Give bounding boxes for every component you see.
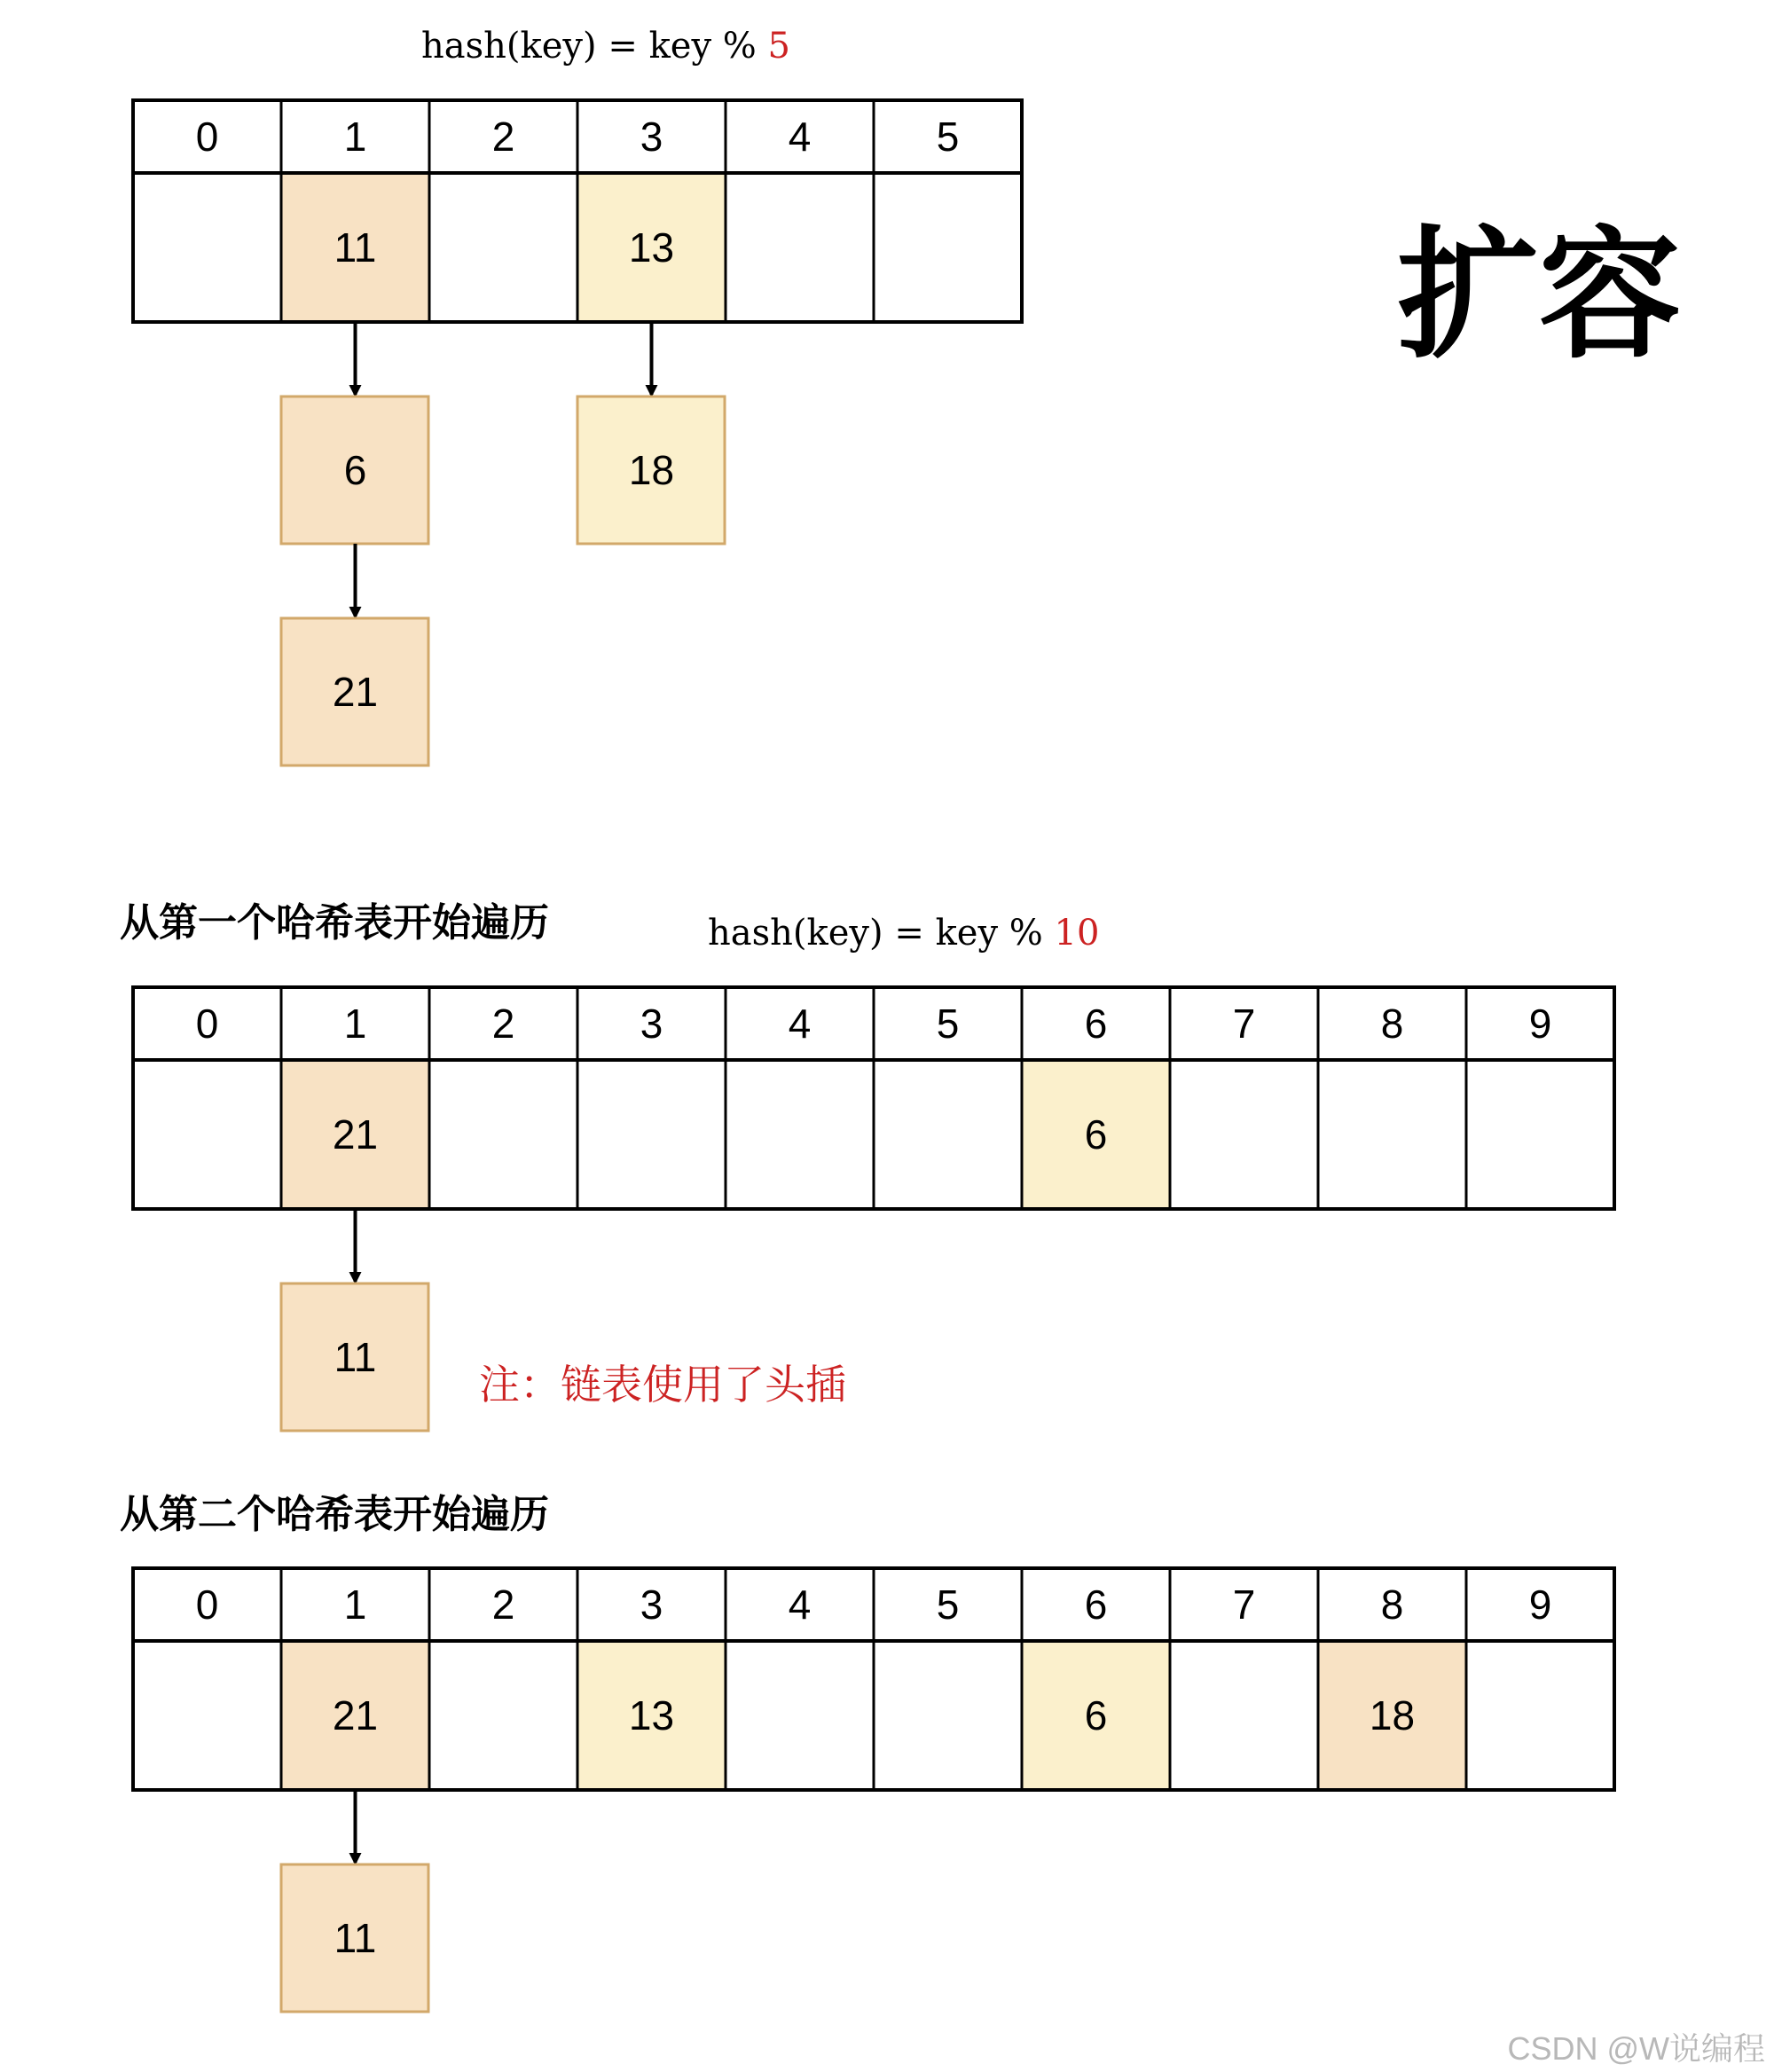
index-label: 8 — [1380, 1001, 1404, 1047]
index-label: 3 — [640, 1001, 663, 1047]
index-label: 0 — [195, 1581, 219, 1628]
index-label: 0 — [195, 114, 219, 160]
formula-1-text: hash(key) = key % — [421, 26, 757, 67]
caption-3: 从第二个哈希表开始遍历 — [120, 1492, 549, 1537]
index-label: 6 — [1084, 1581, 1108, 1628]
formula-1-mod: 5 — [767, 26, 790, 67]
resize-title: 扩容 — [1396, 211, 1682, 378]
index-label: 5 — [936, 1581, 960, 1628]
index-label: 2 — [491, 1001, 515, 1047]
watermark: CSDN @W说编程 — [1507, 2030, 1765, 2067]
bucket-value: 11 — [334, 224, 377, 271]
index-label: 2 — [491, 114, 515, 160]
bucket-value: 13 — [628, 1692, 675, 1738]
index-label: 4 — [788, 1581, 812, 1628]
index-label: 0 — [195, 1001, 219, 1047]
bucket-value: 6 — [1084, 1692, 1108, 1738]
bucket-value: 21 — [332, 1692, 379, 1738]
index-label: 7 — [1232, 1001, 1256, 1047]
hash-tables — [133, 100, 1614, 2012]
chain-node-value: 6 — [343, 447, 367, 493]
index-label: 1 — [343, 114, 367, 160]
hash-table-2 — [133, 987, 1614, 1431]
index-label: 9 — [1528, 1001, 1552, 1047]
index-label: 6 — [1084, 1001, 1108, 1047]
chain-node-value: 11 — [334, 1334, 377, 1380]
formula-2 — [708, 913, 1099, 954]
chain-node-value: 18 — [628, 447, 675, 493]
chain-node-value: 21 — [332, 669, 379, 715]
index-label: 4 — [788, 114, 812, 160]
formula-2-text: hash(key) = key % — [708, 913, 1043, 954]
index-label: 5 — [936, 114, 960, 160]
index-label: 2 — [491, 1581, 515, 1628]
hash-table-3 — [133, 1568, 1614, 2012]
formula-2-mod: 10 — [1054, 913, 1100, 954]
head-insert-note: 注：链表使用了头插 — [479, 1361, 846, 1409]
index-label: 9 — [1528, 1581, 1552, 1628]
bucket-value: 18 — [1369, 1692, 1416, 1738]
bucket-value: 6 — [1084, 1111, 1108, 1158]
index-label: 1 — [343, 1001, 367, 1047]
index-label: 1 — [343, 1581, 367, 1628]
formula-1 — [421, 26, 790, 67]
index-label: 3 — [640, 114, 663, 160]
bucket-value: 21 — [332, 1111, 379, 1158]
bucket-value: 13 — [628, 224, 675, 271]
chain-node-value: 11 — [334, 1915, 377, 1961]
index-label: 7 — [1232, 1581, 1256, 1628]
caption-2: 从第一个哈希表开始遍历 — [120, 900, 549, 946]
hash-table-1 — [133, 100, 1022, 765]
index-label: 8 — [1380, 1581, 1404, 1628]
index-label: 3 — [640, 1581, 663, 1628]
index-label: 5 — [936, 1001, 960, 1047]
index-label: 4 — [788, 1001, 812, 1047]
